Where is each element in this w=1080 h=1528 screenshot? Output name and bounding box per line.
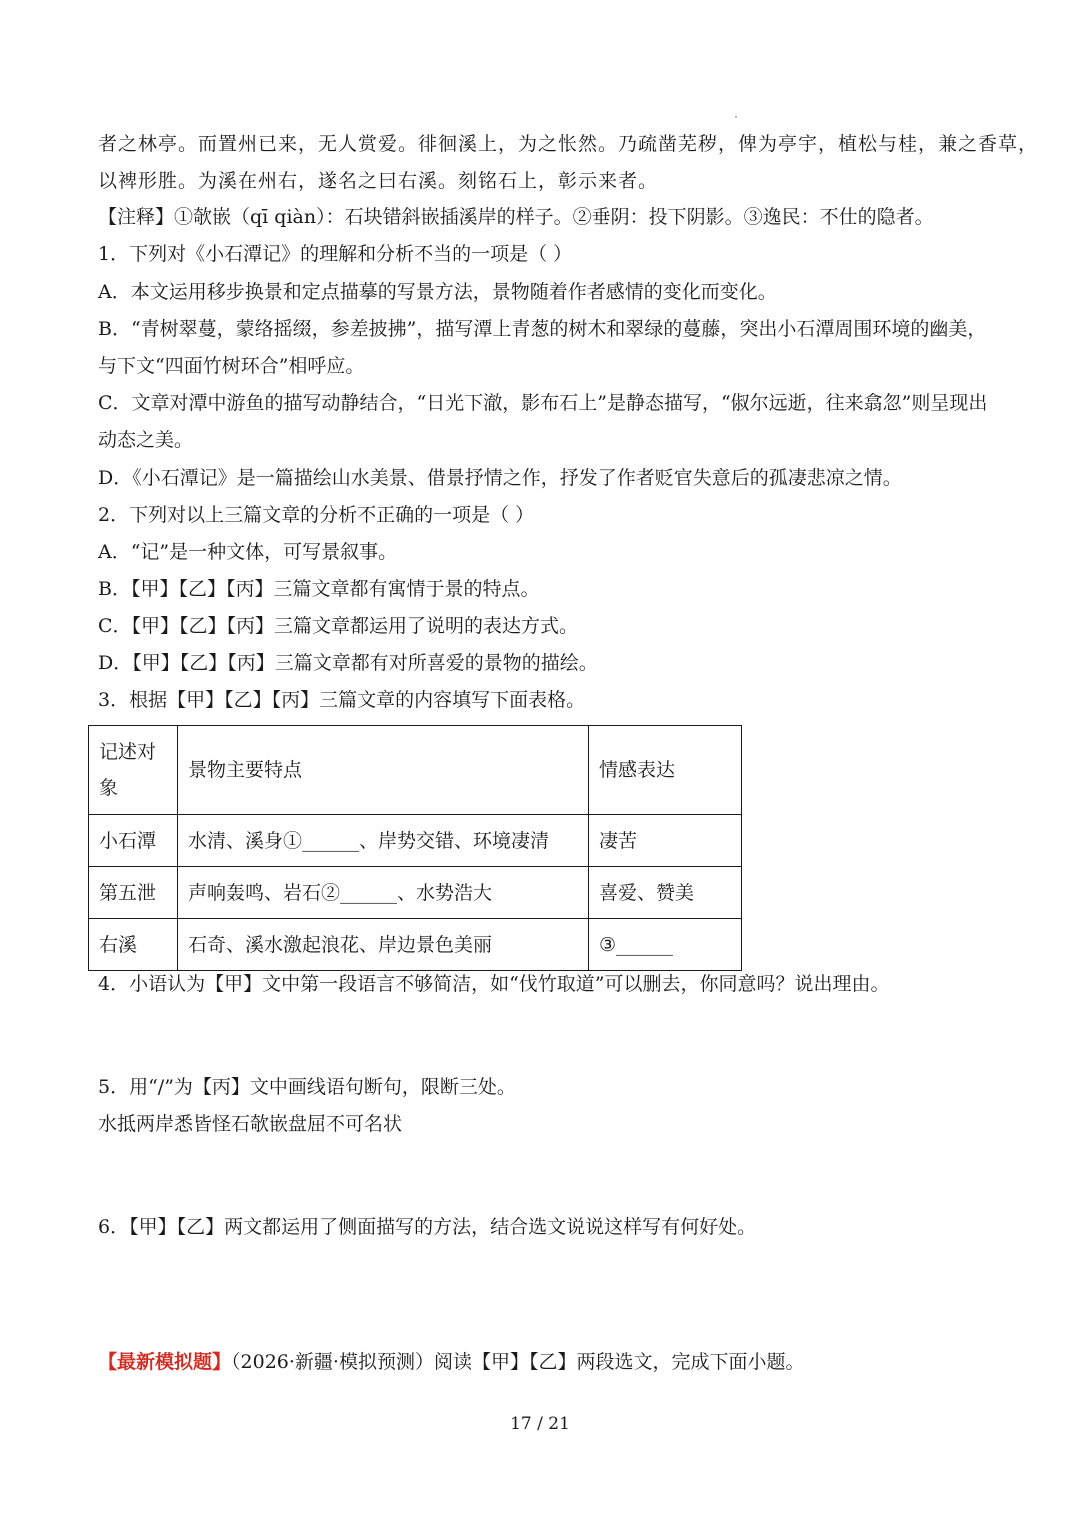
- table-cell[interactable]: 声响轰鸣、岩石②______、水势浩大: [178, 867, 589, 919]
- q1-option-b-line1: B．“青树翠蔓，蒙络摇缀，参差披拂”，描写潭上青葱的树木和翠绿的蔓藤，突出小石潭周围环境的幽美，: [98, 318, 987, 340]
- q5-stem: 5．用“/”为【丙】文中画线语句断句，限断三处。: [98, 1076, 516, 1098]
- table-cell: 第五泄: [89, 867, 178, 919]
- q2-option-b: B．【甲】【乙】【丙】三篇文章都有寓情于景的特点。: [98, 578, 540, 600]
- next-section-text: （2026·新疆·模拟预测）阅读【甲】【乙】两段选文，完成下面小题。: [231, 1351, 805, 1373]
- q2-option-d: D．【甲】【乙】【丙】三篇文章都有对所喜爱的景物的描绘。: [98, 652, 598, 674]
- q3-table: [88, 725, 742, 971]
- q2-stem: 2．下列对以上三篇文章的分析不正确的一项是（ ）: [98, 504, 535, 526]
- q1-option-a: A．本文运用移步换景和定点描摹的写景方法，景物随着作者感情的变化而变化。: [98, 281, 777, 303]
- passage-line-1: 者之林亭。而置州已来，无人赏爱。徘徊溪上，为之怅然。乃疏凿芜秽，俾为亭宇，植松与桂，兼之香草，: [98, 133, 1039, 155]
- table-cell: 凄苦: [589, 815, 742, 867]
- q6-stem: 6．【甲】【乙】两文都运用了侧面描写的方法，结合选文说说这样写有何好处。: [98, 1216, 757, 1238]
- table-cell: 喜爱、赞美: [589, 867, 742, 919]
- page-number: 17 / 21: [510, 1414, 570, 1434]
- table-header-cell: 记述对象: [89, 726, 178, 815]
- table-cell: 石奇、溪水激起浪花、岸边景色美丽: [178, 919, 589, 971]
- passage-line-2: 以裨形胜。为溪在州右，遂名之曰右溪。刻铭石上，彰示来者。: [98, 170, 659, 192]
- q1-option-c-line2: 动态之美。: [98, 429, 194, 451]
- q1-option-c-line1: C．文章对潭中游鱼的描写动静结合，“日光下澈，影布石上”是静态描写，“俶尔远逝，往来翕忽”则呈现出: [98, 392, 988, 414]
- table-cell[interactable]: ③______: [589, 919, 742, 971]
- scan-speck: [735, 116, 737, 118]
- next-section-header: [98, 1350, 804, 1374]
- table-row: [89, 867, 742, 919]
- q1-stem: 1．下列对《小石潭记》的理解和分析不当的一项是（ ）: [98, 243, 573, 265]
- table-header-cell: 情感表达: [589, 726, 742, 815]
- table-cell[interactable]: 水清、溪身①______、岸势交错、环境凄清: [178, 815, 589, 867]
- table-row: [89, 815, 742, 867]
- q2-option-a: A．“记”是一种文体，可写景叙事。: [98, 541, 398, 563]
- table-header-cell: 景物主要特点: [178, 726, 589, 815]
- annotation-note: 【注释】①欹嵌（qī qiàn）：石块错斜嵌插溪岸的样子。②垂阴：投下阴影。③逸民：不仕的隐者。: [98, 206, 934, 228]
- table-cell: 右溪: [89, 919, 178, 971]
- table-cell: 小石潭: [89, 815, 178, 867]
- q3-stem: 3．根据【甲】【乙】【丙】三篇文章的内容填写下面表格。: [98, 689, 586, 711]
- q1-option-b-line2: 与下文“四面竹树环合”相呼应。: [98, 355, 365, 377]
- q1-option-d: D．《小石潭记》是一篇描绘山水美景、借景抒情之作，抒发了作者贬官失意后的孤凄悲凉之情。: [98, 467, 902, 489]
- q5-sentence: 水抵两岸悉皆怪石欹嵌盘屈不可名状: [98, 1113, 403, 1135]
- table-row: [89, 919, 742, 971]
- latest-mock-tag: 【最新模拟题】: [98, 1351, 232, 1373]
- q2-option-c: C．【甲】【乙】【丙】三篇文章都运用了说明的表达方式。: [98, 615, 579, 637]
- q4-stem: 4．小语认为【甲】文中第一段语言不够简洁，如“伐竹取道”可以删去，你同意吗？说出理由。: [98, 973, 890, 995]
- table-header-row: [89, 726, 742, 815]
